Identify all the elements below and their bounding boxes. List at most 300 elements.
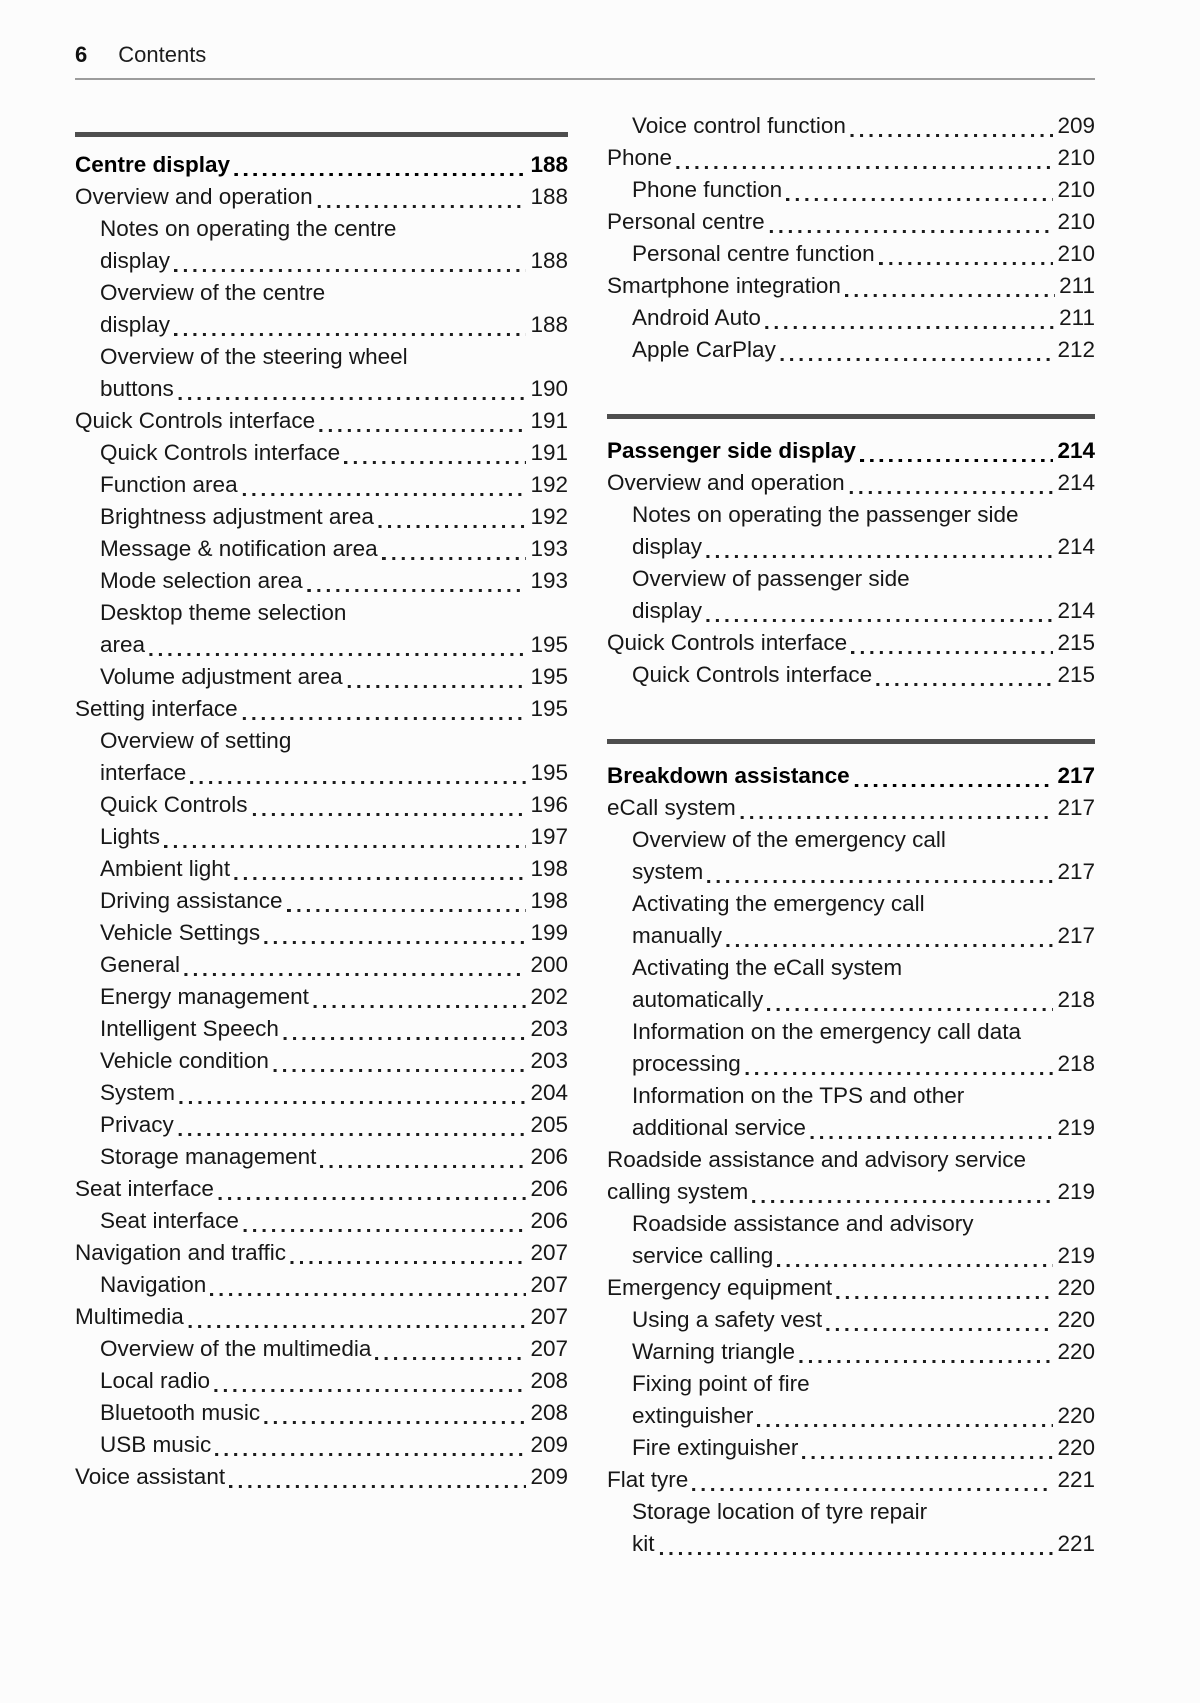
toc-entry-label: Roadside assistance and advisory bbox=[632, 1211, 974, 1236]
toc-entry-label: Quick Controls interface bbox=[75, 408, 316, 433]
toc-entry bbox=[607, 1304, 1095, 1336]
dot-leader bbox=[757, 1424, 1053, 1427]
toc-entry-line bbox=[100, 1077, 568, 1109]
toc-entry-label: Multimedia bbox=[75, 1304, 184, 1329]
toc-entry-label: Lights bbox=[100, 824, 161, 849]
toc-entry bbox=[75, 1077, 568, 1109]
toc-page-ref: 193 bbox=[530, 536, 568, 561]
dot-leader bbox=[706, 555, 1053, 558]
toc-page-ref: 205 bbox=[530, 1112, 568, 1137]
dot-leader bbox=[234, 877, 526, 880]
toc-entry-label: Warning triangle bbox=[632, 1339, 795, 1364]
toc-entry bbox=[75, 725, 568, 789]
dot-leader bbox=[836, 1296, 1053, 1299]
dot-leader bbox=[382, 557, 527, 560]
toc-entry-label: buttons bbox=[100, 376, 174, 401]
toc-entry-label: Setting interface bbox=[75, 696, 238, 721]
toc-page-ref: 219 bbox=[1057, 1243, 1095, 1268]
toc-entry bbox=[607, 952, 1095, 1016]
toc-page-ref: 191 bbox=[530, 408, 568, 433]
toc-column-left bbox=[75, 110, 568, 1560]
toc-page-ref: 217 bbox=[1057, 923, 1095, 948]
toc-entry bbox=[607, 110, 1095, 142]
toc-entry-label: display bbox=[100, 248, 171, 273]
header-rule bbox=[75, 78, 1095, 80]
dot-leader bbox=[676, 166, 1053, 169]
dot-leader bbox=[273, 1069, 527, 1072]
toc-page-ref: 195 bbox=[530, 696, 568, 721]
toc-entry-line bbox=[100, 245, 568, 277]
toc-entry-label: system bbox=[632, 859, 704, 884]
toc-entry-line bbox=[632, 888, 1095, 920]
section-divider-bar bbox=[607, 739, 1095, 744]
dot-leader bbox=[845, 294, 1055, 297]
toc-entry bbox=[607, 1336, 1095, 1368]
dot-leader bbox=[810, 1136, 1054, 1139]
toc-entry-line bbox=[100, 1109, 568, 1141]
toc-page-ref: 202 bbox=[530, 984, 568, 1009]
toc-entry bbox=[75, 597, 568, 661]
toc-entry-label: Fire extinguisher bbox=[632, 1435, 799, 1460]
toc-section-entry bbox=[607, 435, 1095, 467]
toc-entry-label: Fixing point of fire bbox=[632, 1371, 810, 1396]
dot-leader bbox=[214, 1389, 526, 1392]
toc-entry-label: Storage location of tyre repair bbox=[632, 1499, 928, 1524]
toc-entry-line bbox=[100, 629, 568, 661]
toc-entry bbox=[75, 1269, 568, 1301]
toc-entry-line bbox=[607, 760, 1095, 792]
toc-entry-label: kit bbox=[632, 1531, 655, 1556]
toc-entry bbox=[75, 565, 568, 597]
toc-entry-label: USB music bbox=[100, 1432, 212, 1457]
toc-entry-label: Energy management bbox=[100, 984, 309, 1009]
toc-entry-line bbox=[100, 1269, 568, 1301]
toc-entry-label: Overview of the multimedia bbox=[100, 1336, 372, 1361]
toc-entry bbox=[75, 469, 568, 501]
toc-entry bbox=[607, 467, 1095, 499]
dot-leader bbox=[252, 813, 527, 816]
toc-page-ref: 192 bbox=[530, 504, 568, 529]
toc-entry-line bbox=[632, 1400, 1095, 1432]
toc-entry-line bbox=[100, 981, 568, 1013]
toc-entry-label: Message & notification area bbox=[100, 536, 378, 561]
toc-entry bbox=[75, 917, 568, 949]
dot-leader bbox=[659, 1552, 1054, 1555]
toc-entry-label: Navigation and traffic bbox=[75, 1240, 286, 1265]
dot-leader bbox=[851, 651, 1053, 654]
toc-page-ref: 198 bbox=[530, 888, 568, 913]
toc-entry-line bbox=[632, 563, 1095, 595]
toc-entry bbox=[607, 1464, 1095, 1496]
toc-entry bbox=[75, 181, 568, 213]
dot-leader bbox=[149, 653, 526, 656]
toc-entry-label: Phone function bbox=[632, 177, 783, 202]
toc-page-ref: 211 bbox=[1059, 273, 1095, 298]
toc-page-ref: 207 bbox=[530, 1272, 568, 1297]
toc-entry-label: Flat tyre bbox=[607, 1467, 689, 1492]
toc-entry-label: Personal centre bbox=[607, 209, 765, 234]
toc-entry-line bbox=[607, 142, 1095, 174]
toc-entry bbox=[75, 1045, 568, 1077]
toc-entry-label: Function area bbox=[100, 472, 238, 497]
toc-entry-line bbox=[100, 1397, 568, 1429]
dot-leader bbox=[692, 1488, 1053, 1491]
dot-leader bbox=[307, 589, 527, 592]
toc-page-ref: 195 bbox=[530, 760, 568, 785]
toc-entry-label: display bbox=[632, 534, 703, 559]
toc-entry bbox=[607, 1080, 1095, 1144]
dot-leader bbox=[218, 1197, 527, 1200]
dot-leader bbox=[740, 816, 1054, 819]
toc-entry-line bbox=[632, 1112, 1095, 1144]
toc-entry-line bbox=[100, 437, 568, 469]
toc-entry-line bbox=[607, 792, 1095, 824]
toc-page-ref: 204 bbox=[530, 1080, 568, 1105]
toc-page-ref: 191 bbox=[530, 440, 568, 465]
toc-entry-line bbox=[100, 597, 568, 629]
toc-entry-label: Activating the emergency call bbox=[632, 891, 925, 916]
toc-page-ref: 219 bbox=[1057, 1115, 1095, 1140]
toc-entry bbox=[607, 1272, 1095, 1304]
toc-entry-line bbox=[100, 661, 568, 693]
toc-page-ref: 209 bbox=[530, 1464, 568, 1489]
toc-page-ref: 206 bbox=[530, 1208, 568, 1233]
dot-leader bbox=[765, 326, 1055, 329]
toc-page-ref: 207 bbox=[530, 1240, 568, 1265]
toc-page-ref: 203 bbox=[530, 1048, 568, 1073]
dot-leader bbox=[826, 1328, 1053, 1331]
page-header bbox=[75, 42, 1095, 68]
toc-entry-line bbox=[100, 821, 568, 853]
toc-entry-label: additional service bbox=[632, 1115, 806, 1140]
dot-leader bbox=[229, 1485, 526, 1488]
toc-entry-label: Personal centre function bbox=[632, 241, 875, 266]
toc-entry bbox=[607, 1368, 1095, 1432]
toc-entry-line bbox=[632, 1432, 1095, 1464]
toc-entry-line bbox=[607, 270, 1095, 302]
toc-entry-label: Using a safety vest bbox=[632, 1307, 823, 1332]
toc-entry-line bbox=[100, 917, 568, 949]
toc-entry bbox=[75, 693, 568, 725]
toc-page-ref: 217 bbox=[1057, 763, 1095, 788]
toc-page-ref: 210 bbox=[1057, 145, 1095, 170]
toc-entry-line bbox=[632, 659, 1095, 691]
toc-entry-line bbox=[632, 1496, 1095, 1528]
toc-entry-line bbox=[607, 206, 1095, 238]
toc-page-ref: 218 bbox=[1057, 1051, 1095, 1076]
toc-entry-line bbox=[632, 499, 1095, 531]
dot-leader bbox=[375, 1357, 526, 1360]
toc-entry-line bbox=[100, 501, 568, 533]
dot-leader bbox=[243, 1229, 527, 1232]
toc-entry bbox=[75, 789, 568, 821]
toc-page-ref: 221 bbox=[1057, 1531, 1095, 1556]
dot-leader bbox=[174, 333, 526, 336]
toc-page-ref: 211 bbox=[1059, 305, 1095, 330]
toc-entry-label: Voice assistant bbox=[75, 1464, 226, 1489]
toc-page-ref: 218 bbox=[1057, 987, 1095, 1012]
toc-page-ref: 210 bbox=[1057, 177, 1095, 202]
toc-entry bbox=[607, 1208, 1095, 1272]
toc-section-entry bbox=[607, 760, 1095, 792]
toc-entry-label: Privacy bbox=[100, 1112, 174, 1137]
toc-entry-line bbox=[632, 920, 1095, 952]
toc-entry-line bbox=[607, 1272, 1095, 1304]
toc-entry-label: Vehicle Settings bbox=[100, 920, 261, 945]
toc-entry-label: Android Auto bbox=[632, 305, 761, 330]
dot-leader bbox=[174, 269, 526, 272]
dot-leader bbox=[290, 1261, 526, 1264]
dot-leader bbox=[726, 944, 1053, 947]
toc-entry-line bbox=[632, 110, 1095, 142]
toc-entry-label: Breakdown assistance bbox=[607, 763, 850, 788]
toc-entry-line bbox=[632, 1304, 1095, 1336]
toc-page-ref: 209 bbox=[530, 1432, 568, 1457]
toc-entry-label: calling system bbox=[607, 1179, 749, 1204]
toc-entry-label: Local radio bbox=[100, 1368, 211, 1393]
toc-entry-label: Apple CarPlay bbox=[632, 337, 776, 362]
dot-leader bbox=[178, 1133, 527, 1136]
toc-page-ref: 210 bbox=[1057, 209, 1095, 234]
toc-entry-label: System bbox=[100, 1080, 176, 1105]
dot-leader bbox=[188, 1325, 527, 1328]
dot-leader bbox=[378, 525, 527, 528]
toc-entry-label: Ambient light bbox=[100, 856, 231, 881]
toc-entry bbox=[607, 206, 1095, 238]
toc-entry-label: General bbox=[100, 952, 181, 977]
toc-entry-line bbox=[632, 531, 1095, 563]
dot-leader bbox=[799, 1360, 1053, 1363]
toc-entry-label: Smartphone integration bbox=[607, 273, 841, 298]
toc-entry-label: service calling bbox=[632, 1243, 774, 1268]
toc-entry bbox=[75, 1365, 568, 1397]
toc-entry-label: Notes on operating the passenger side bbox=[632, 502, 1019, 527]
toc-entry-line bbox=[100, 1141, 568, 1173]
toc-entry-label: area bbox=[100, 632, 146, 657]
toc-entry-line bbox=[607, 627, 1095, 659]
toc-entry-line bbox=[100, 309, 568, 341]
toc-entry bbox=[75, 1237, 568, 1269]
toc-entry-line bbox=[100, 757, 568, 789]
toc-entry-label: Desktop theme selection bbox=[100, 600, 347, 625]
toc-entry-line bbox=[100, 1205, 568, 1237]
toc-entry bbox=[607, 1496, 1095, 1560]
toc-entry bbox=[75, 1109, 568, 1141]
page-title: Contents bbox=[118, 42, 207, 67]
toc-section-entry bbox=[75, 149, 568, 181]
toc-entry-label: Overview of the centre bbox=[100, 280, 326, 305]
toc-page-ref: 220 bbox=[1057, 1307, 1095, 1332]
toc-page-ref: 215 bbox=[1057, 630, 1095, 655]
toc-entry bbox=[75, 1461, 568, 1493]
toc-page-ref: 212 bbox=[1057, 337, 1095, 362]
toc-page-ref: 220 bbox=[1057, 1275, 1095, 1300]
toc-page-ref: 195 bbox=[530, 632, 568, 657]
toc-entry-label: Voice control function bbox=[632, 113, 846, 138]
toc-entry-label: Mode selection area bbox=[100, 568, 303, 593]
toc-page-ref: 219 bbox=[1057, 1179, 1095, 1204]
toc-entry bbox=[75, 533, 568, 565]
toc-entry-label: Bluetooth music bbox=[100, 1400, 261, 1425]
toc-entry-line bbox=[607, 1176, 1095, 1208]
toc-entry bbox=[607, 238, 1095, 270]
toc-entry-label: Vehicle condition bbox=[100, 1048, 269, 1073]
toc-entry-label: Quick Controls interface bbox=[632, 662, 873, 687]
toc-entry bbox=[75, 981, 568, 1013]
dot-leader bbox=[850, 134, 1054, 137]
toc-entry-line bbox=[632, 952, 1095, 984]
toc-entry bbox=[75, 501, 568, 533]
dot-leader bbox=[264, 941, 526, 944]
toc-entry-line bbox=[100, 533, 568, 565]
toc-entry bbox=[607, 659, 1095, 691]
toc-entry bbox=[75, 213, 568, 277]
toc-entry-label: Activating the eCall system bbox=[632, 955, 903, 980]
toc-page-ref: 207 bbox=[530, 1336, 568, 1361]
dot-leader bbox=[179, 1101, 526, 1104]
toc-page-ref: 214 bbox=[1057, 534, 1095, 559]
toc-entry bbox=[75, 949, 568, 981]
dot-leader bbox=[786, 198, 1053, 201]
toc-page-ref: 193 bbox=[530, 568, 568, 593]
toc-entry-line bbox=[632, 334, 1095, 366]
toc-entry bbox=[75, 1205, 568, 1237]
toc-entry-line bbox=[75, 1301, 568, 1333]
toc-entry-line bbox=[75, 1461, 568, 1493]
toc-page-ref: 208 bbox=[530, 1368, 568, 1393]
dot-leader bbox=[242, 493, 527, 496]
toc-page-ref: 220 bbox=[1057, 1339, 1095, 1364]
toc-entry bbox=[75, 1013, 568, 1045]
toc-entry-label: Quick Controls bbox=[100, 792, 248, 817]
toc-page-ref: 214 bbox=[1057, 438, 1095, 463]
toc-entry-label: Brightness adjustment area bbox=[100, 504, 374, 529]
toc-entry-line bbox=[632, 1528, 1095, 1560]
toc-entry-label: automatically bbox=[632, 987, 764, 1012]
toc-entry-label: Navigation bbox=[100, 1272, 207, 1297]
dot-leader bbox=[854, 784, 1054, 788]
dot-leader bbox=[178, 397, 527, 400]
toc-page-ref: 217 bbox=[1057, 859, 1095, 884]
dot-leader bbox=[752, 1200, 1053, 1203]
toc-entry-line bbox=[632, 856, 1095, 888]
toc-entry-line bbox=[75, 1173, 568, 1205]
toc-entry-label: Seat interface bbox=[75, 1176, 214, 1201]
toc-page-ref: 195 bbox=[530, 664, 568, 689]
toc-entry-label: Overview of passenger side bbox=[632, 566, 910, 591]
toc-entry bbox=[75, 277, 568, 341]
toc-entry-label: Information on the emergency call data bbox=[632, 1019, 1021, 1044]
toc-page-ref: 198 bbox=[530, 856, 568, 881]
dot-leader bbox=[317, 205, 527, 208]
toc-entry-line bbox=[632, 1016, 1095, 1048]
toc-entry-label: Storage management bbox=[100, 1144, 317, 1169]
toc-entry-label: Volume adjustment area bbox=[100, 664, 343, 689]
toc-page-ref: 220 bbox=[1057, 1403, 1095, 1428]
toc-entry-line bbox=[100, 213, 568, 245]
toc-page-ref: 188 bbox=[530, 184, 568, 209]
toc-entry-line bbox=[607, 467, 1095, 499]
toc-page-ref: 188 bbox=[530, 312, 568, 337]
dot-leader bbox=[215, 1453, 526, 1456]
dot-leader bbox=[190, 781, 526, 784]
dot-leader bbox=[707, 880, 1053, 883]
toc-entry bbox=[607, 142, 1095, 174]
toc-page-ref: 203 bbox=[530, 1016, 568, 1041]
toc-entry-label: processing bbox=[632, 1051, 741, 1076]
toc-entry-line bbox=[632, 302, 1095, 334]
toc-page-ref: 217 bbox=[1057, 795, 1095, 820]
toc-entry-line bbox=[632, 1208, 1095, 1240]
toc-entry bbox=[607, 334, 1095, 366]
dot-leader bbox=[347, 685, 527, 688]
dot-leader bbox=[849, 491, 1054, 494]
toc-page-ref: 190 bbox=[530, 376, 568, 401]
toc-columns bbox=[75, 110, 1095, 1560]
toc-entry bbox=[607, 1144, 1095, 1208]
toc-entry bbox=[75, 341, 568, 405]
toc-entry-line bbox=[632, 238, 1095, 270]
dot-leader bbox=[164, 845, 526, 848]
toc-entry-label: display bbox=[632, 598, 703, 623]
dot-leader bbox=[283, 1037, 527, 1040]
toc-entry-label: Overview of the steering wheel bbox=[100, 344, 408, 369]
toc-entry-line bbox=[632, 824, 1095, 856]
toc-page-ref: 206 bbox=[530, 1176, 568, 1201]
toc-entry bbox=[75, 661, 568, 693]
toc-entry-line bbox=[100, 1045, 568, 1077]
toc-entry bbox=[607, 270, 1095, 302]
toc-page-ref: 192 bbox=[530, 472, 568, 497]
toc-entry-label: Roadside assistance and advisory service bbox=[607, 1147, 1026, 1172]
toc-entry-line bbox=[632, 1240, 1095, 1272]
toc-entry bbox=[607, 1432, 1095, 1464]
toc-page-ref: 215 bbox=[1057, 662, 1095, 687]
section-divider-bar bbox=[75, 132, 568, 137]
toc-entry-label: Seat interface bbox=[100, 1208, 239, 1233]
toc-entry bbox=[75, 437, 568, 469]
dot-leader bbox=[777, 1264, 1053, 1267]
toc-entry-line bbox=[607, 435, 1095, 467]
toc-page-ref: 206 bbox=[530, 1144, 568, 1169]
toc-entry bbox=[75, 1333, 568, 1365]
dot-leader bbox=[879, 262, 1054, 265]
toc-entry bbox=[75, 853, 568, 885]
toc-page-ref: 188 bbox=[530, 248, 568, 273]
toc-entry-line bbox=[632, 984, 1095, 1016]
toc-page-ref: 199 bbox=[530, 920, 568, 945]
toc-page-ref: 188 bbox=[530, 152, 568, 177]
toc-entry bbox=[75, 1397, 568, 1429]
toc-entry bbox=[607, 499, 1095, 563]
toc-entry bbox=[607, 1016, 1095, 1080]
dot-leader bbox=[242, 717, 527, 720]
dot-leader bbox=[319, 429, 526, 432]
toc-entry-line bbox=[100, 853, 568, 885]
toc-entry-label: Quick Controls interface bbox=[100, 440, 341, 465]
toc-entry bbox=[607, 563, 1095, 627]
toc-entry bbox=[607, 174, 1095, 206]
dot-leader bbox=[184, 973, 526, 976]
dot-leader bbox=[706, 619, 1053, 622]
dot-leader bbox=[234, 173, 526, 177]
toc-page-ref: 207 bbox=[530, 1304, 568, 1329]
toc-entry-line bbox=[75, 1237, 568, 1269]
toc-page-ref: 210 bbox=[1057, 241, 1095, 266]
toc-entry-line bbox=[607, 1464, 1095, 1496]
toc-entry-line bbox=[607, 1144, 1095, 1176]
toc-entry-label: Emergency equipment bbox=[607, 1275, 833, 1300]
